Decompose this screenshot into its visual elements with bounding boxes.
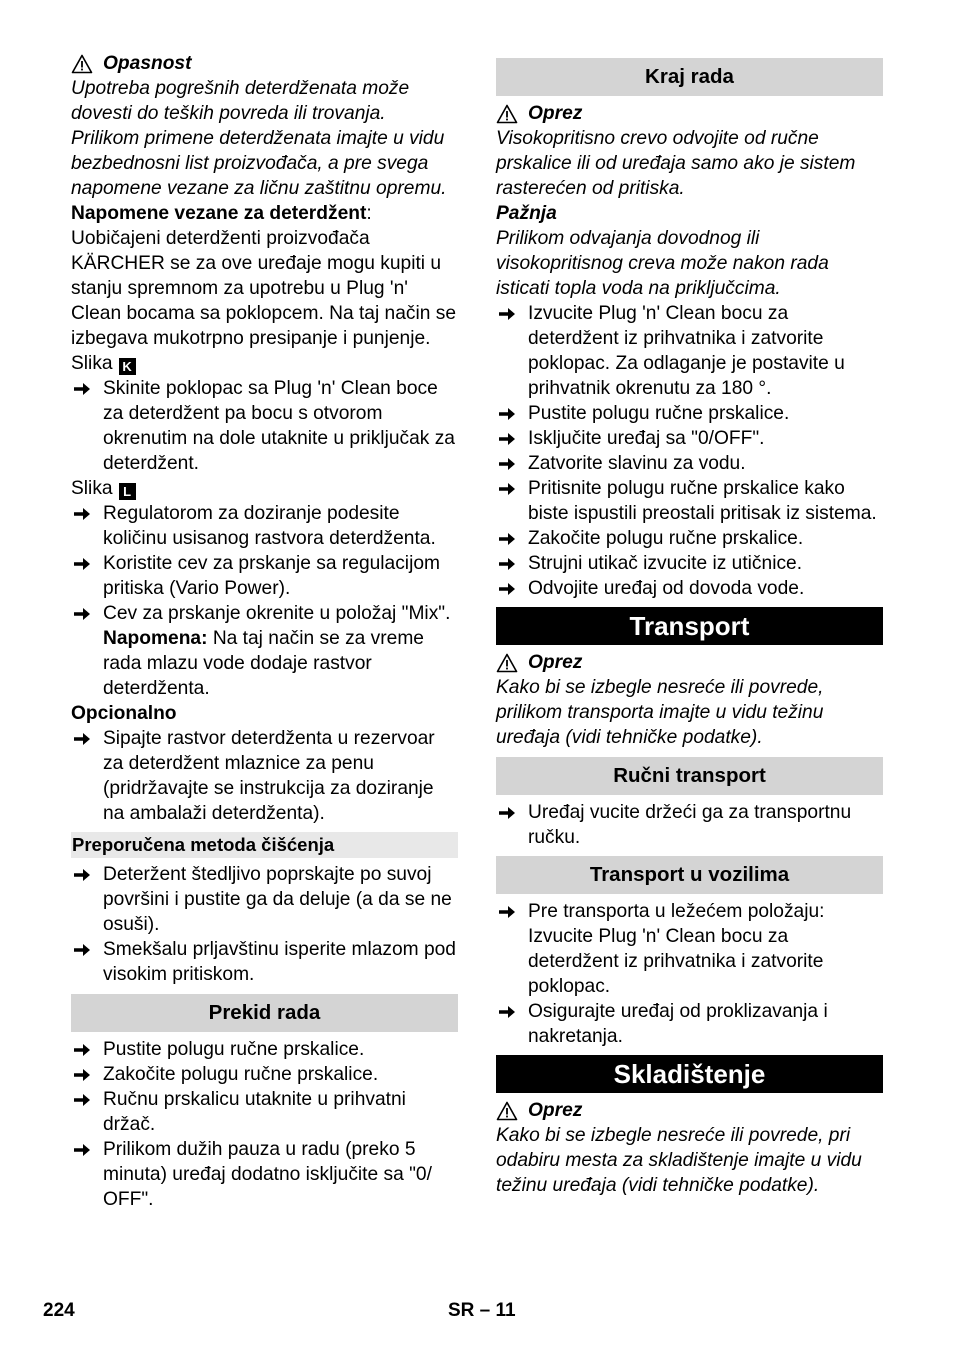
notes-heading: Napomene vezane za deterdžent bbox=[71, 203, 367, 224]
section-label: SR – 11 bbox=[448, 1300, 516, 1321]
step-text: Zakočite polugu ručne prskalice. bbox=[528, 528, 804, 549]
caution-text: Visokopritisno crevo odvojite od ručne prskalice ili od uređaja samo ako je sistem rasterećen od pritiska. bbox=[496, 128, 856, 199]
warning-triangle-icon bbox=[496, 104, 518, 124]
arrow-right-icon bbox=[498, 899, 518, 927]
list-item bbox=[496, 800, 883, 850]
warning-caution bbox=[496, 101, 883, 126]
arrow-right-icon bbox=[498, 526, 518, 554]
arrow-right-icon bbox=[498, 800, 518, 828]
step-text: Prilikom dužih pauza u radu (preko 5 minuta) uređaj dodatno isključite sa "0/ OFF". bbox=[103, 1139, 432, 1210]
arrow-right-icon bbox=[73, 1087, 93, 1115]
step-text: Sipajte rastvor deterdženta u rezervoar za deterdžent mlaznice za penu (pridržavajte se instrukcija za doziranje na ambalaži deterdženta). bbox=[103, 728, 435, 824]
end-heading: Kraj rada bbox=[496, 58, 883, 96]
left-column bbox=[71, 51, 458, 1212]
right-column bbox=[496, 58, 883, 1198]
list-item bbox=[71, 1062, 458, 1087]
caution-text: Kako bi se izbegle nesreće ili povrede, prilikom transporta imajte u vidu težinu uređaja (vidi tehničke podatke). bbox=[496, 677, 824, 748]
figure-k-icon: K bbox=[119, 358, 136, 375]
step-text: Pustite polugu ručne prskalice. bbox=[528, 403, 790, 424]
manual-transport-heading: Ručni transport bbox=[496, 757, 883, 795]
step-text: Isključite uređaj sa "0/OFF". bbox=[528, 428, 765, 449]
step-text: Pritisnite polugu ručne prskalice kako biste ispustili preostali pritisak iz sistema. bbox=[528, 478, 877, 524]
arrow-right-icon bbox=[73, 862, 93, 890]
danger-text: Upotreba pogrešnih deterdženata može dovesti do teških povreda ili trovanja. Prilikom primene deterdženata imajte u vidu bezbednosni list proizvođača, a pre svega napomene vezane za ličnu zaštitnu opremu. bbox=[71, 78, 447, 199]
warning-caution bbox=[496, 650, 883, 675]
list-item bbox=[71, 1087, 458, 1137]
attention-heading: Pažnja bbox=[496, 203, 557, 224]
warning-label: Opasnost bbox=[103, 53, 192, 74]
list-item bbox=[496, 401, 883, 426]
recommended-heading: Preporučena metoda čišćenja bbox=[71, 832, 458, 858]
note-text: Na taj način se za vreme rada mlazu vode dodaje rastvor deterdženta. bbox=[103, 628, 424, 699]
vehicle-transport-heading: Transport u vozilima bbox=[496, 856, 883, 894]
list-item bbox=[496, 301, 883, 401]
arrow-right-icon bbox=[498, 426, 518, 454]
arrow-right-icon bbox=[498, 999, 518, 1027]
figure-label: Slika bbox=[71, 478, 113, 499]
list-item bbox=[71, 376, 458, 476]
list-item bbox=[71, 726, 458, 826]
caution-text: Kako bi se izbegle nesreće ili povrede, pri odabiru mesta za skladištenje imajte u vidu težinu uređaja (vidi tehničke podatke). bbox=[496, 1125, 862, 1196]
arrow-right-icon bbox=[498, 476, 518, 504]
step-text: Regulatorom za doziranje podesite količinu usisanog rastvora deterdženta. bbox=[103, 503, 436, 549]
warning-label: Oprez bbox=[528, 103, 583, 124]
attention-text: Prilikom odvajanja dovodnog ili visokopritisnog creva može nakon rada isticati topla voda na priključcima. bbox=[496, 228, 829, 299]
arrow-right-icon bbox=[498, 551, 518, 579]
arrow-right-icon bbox=[73, 1137, 93, 1165]
warning-caution bbox=[496, 1098, 883, 1123]
list-item bbox=[71, 601, 458, 701]
list-item bbox=[496, 999, 883, 1049]
arrow-right-icon bbox=[73, 376, 93, 404]
list-item bbox=[496, 526, 883, 551]
list-item bbox=[496, 476, 883, 526]
step-text: Zakočite polugu ručne prskalice. bbox=[103, 1064, 379, 1085]
list-item bbox=[496, 899, 883, 999]
figure-ref-k bbox=[71, 351, 458, 376]
arrow-right-icon bbox=[73, 501, 93, 529]
arrow-right-icon bbox=[73, 1037, 93, 1065]
step-text: Skinite poklopac sa Plug 'n' Clean boce za deterdžent pa bocu s otvorom okrenutim na dole utaknite u priključak za deterdžent. bbox=[103, 378, 455, 474]
list-item bbox=[496, 426, 883, 451]
arrow-right-icon bbox=[73, 551, 93, 579]
arrow-right-icon bbox=[498, 401, 518, 429]
arrow-right-icon bbox=[498, 576, 518, 604]
warning-triangle-icon bbox=[496, 653, 518, 673]
arrow-right-icon bbox=[498, 301, 518, 329]
step-text: Izvucite Plug 'n' Clean bocu za deterdžent iz prihvatnika i zatvorite poklopac. Za odlaganje je postavite u prihvatnik okrenutu za 180 °. bbox=[528, 303, 845, 399]
notes-text: Uobičajeni deterdženti proizvođača KÄRCHER se za ove uređaje mogu kupiti u stanju spremnom za upotrebu u Plug 'n' Clean bocama sa poklopcem. Na taj način se izbegava mukotrpno presipanje i punjenje. bbox=[71, 228, 457, 349]
warning-label: Oprez bbox=[528, 652, 583, 673]
list-item bbox=[71, 501, 458, 551]
note-label: Napomena: bbox=[103, 628, 208, 649]
optional-heading: Opcionalno bbox=[71, 703, 177, 724]
step-text: Strujni utikač izvucite iz utičnice. bbox=[528, 553, 803, 574]
notes-colon: : bbox=[366, 203, 372, 224]
warning-triangle-icon bbox=[71, 54, 93, 74]
step-text: Pustite polugu ručne prskalice. bbox=[103, 1039, 365, 1060]
step-text: Uređaj vucite držeći ga za transportnu ručku. bbox=[528, 802, 852, 848]
step-text: Ručnu prskalicu utaknite u prihvatni držač. bbox=[103, 1089, 406, 1135]
step-text: Osigurajte uređaj od proklizavanja i nakretanja. bbox=[528, 1001, 828, 1047]
figure-label: Slika bbox=[71, 353, 113, 374]
step-text: Odvojite uređaj od dovoda vode. bbox=[528, 578, 805, 599]
list-item bbox=[71, 1137, 458, 1212]
notes-heading-line bbox=[71, 201, 458, 226]
figure-l-icon: L bbox=[119, 483, 136, 500]
storage-heading: Skladištenje bbox=[496, 1055, 883, 1093]
transport-heading: Transport bbox=[496, 607, 883, 645]
warning-triangle-icon bbox=[496, 1101, 518, 1121]
list-item bbox=[71, 551, 458, 601]
figure-ref-l bbox=[71, 476, 458, 501]
warning-label: Oprez bbox=[528, 1100, 583, 1121]
arrow-right-icon bbox=[73, 937, 93, 965]
interrupt-heading: Prekid rada bbox=[71, 994, 458, 1032]
list-item bbox=[71, 1037, 458, 1062]
arrow-right-icon bbox=[498, 451, 518, 479]
step-text: Koristite cev za prskanje sa regulacijom pritiska (Vario Power). bbox=[103, 553, 440, 599]
step-text: Zatvorite slavinu za vodu. bbox=[528, 453, 746, 474]
arrow-right-icon bbox=[73, 726, 93, 754]
arrow-right-icon bbox=[73, 1062, 93, 1090]
step-text: Deteržent štedljivo poprskajte po suvoj površini i pustite ga da deluje (a da se ne osuši). bbox=[103, 864, 452, 935]
list-item bbox=[71, 862, 458, 937]
list-item bbox=[496, 551, 883, 576]
step-text: Pre transporta u ležećem položaju: Izvucite Plug 'n' Clean bocu za deterdžent iz prihvatnika i zatvorite poklopac. bbox=[528, 901, 825, 997]
step-text: Smekšalu prljavštinu isperite mlazom pod visokim pritiskom. bbox=[103, 939, 456, 985]
warning-danger bbox=[71, 51, 458, 76]
list-item bbox=[71, 937, 458, 987]
list-item bbox=[496, 576, 883, 601]
step-text: Cev za prskanje okrenite u položaj "Mix". bbox=[103, 603, 451, 624]
arrow-right-icon bbox=[73, 601, 93, 629]
list-item bbox=[496, 451, 883, 476]
page-number: 224 bbox=[43, 1300, 75, 1321]
